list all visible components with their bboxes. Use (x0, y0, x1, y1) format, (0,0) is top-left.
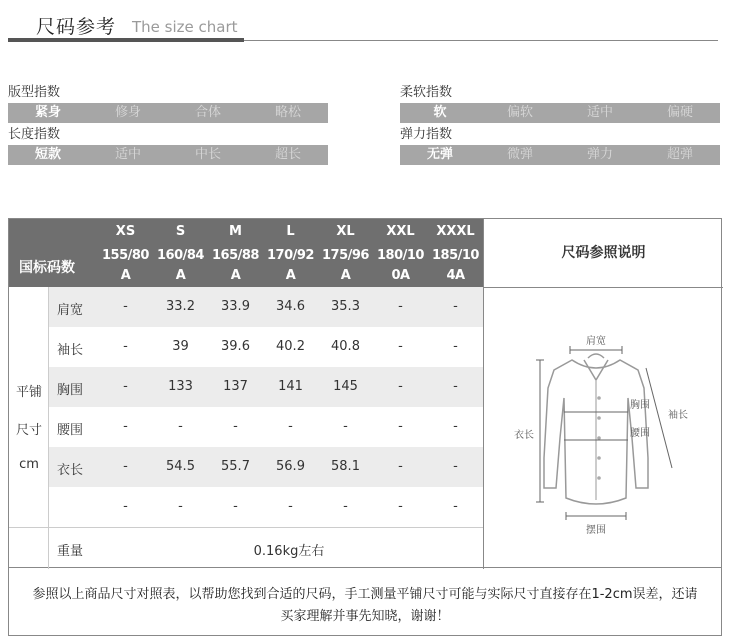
elasticity-index (400, 127, 720, 165)
table-cell: - (123, 339, 128, 354)
code-label: 国标码数 (19, 260, 75, 276)
table-cell: 54.5 (166, 459, 195, 474)
elasticity-option: 无弹 (426, 147, 453, 162)
table-cell: - (453, 339, 458, 354)
sleeve-label: 袖长 (668, 410, 688, 421)
size-code: 185/10 4A (432, 248, 479, 283)
table-cell: - (398, 379, 403, 394)
table-cell: - (398, 419, 403, 434)
disclaimer-line: 买家理解并事先知晓，谢谢！ (280, 609, 450, 624)
reference-title: 尺码参照说明 (483, 219, 723, 287)
length-option: 中长 (194, 147, 221, 162)
fit-index (8, 85, 328, 123)
group-label-line: cm (19, 457, 39, 472)
softness-index (400, 85, 720, 123)
length-index-scale (8, 145, 328, 165)
table-cell: - (123, 299, 128, 314)
table-cell: - (398, 299, 403, 314)
collar (584, 360, 608, 380)
shirt-diagram (484, 288, 724, 570)
section-title: 尺码参考 (36, 16, 117, 38)
group-label-line: 平铺 (15, 385, 42, 400)
length-option: 短款 (34, 147, 61, 162)
size-code: 165/88 A (212, 248, 259, 283)
table-cell: 39 (172, 339, 189, 354)
header-accent-bar (8, 38, 244, 42)
table-cell: 55.7 (221, 459, 250, 474)
length-option: 适中 (114, 147, 141, 162)
elasticity-option: 超弹 (666, 147, 693, 162)
size-disclaimer (8, 568, 722, 636)
length-index (8, 127, 328, 165)
table-cell: 145 (333, 379, 358, 394)
table-cell: - (453, 459, 458, 474)
length-index-title: 长度指数 (8, 127, 61, 142)
table-cell: 56.9 (276, 459, 305, 474)
size-xxl: XXL (386, 224, 415, 239)
table-row (49, 447, 483, 487)
size-code: 175/96 A (322, 248, 369, 283)
size-code: 160/84 A (157, 248, 204, 283)
hem-label: 摆围 (586, 525, 606, 536)
table-cell: 40.2 (276, 339, 305, 354)
size-l: L (286, 224, 295, 239)
size-code: 180/10 0A (377, 248, 424, 283)
table-cell: - (178, 419, 183, 434)
size-xs: XS (115, 224, 136, 239)
elasticity-index-scale (400, 145, 720, 165)
table-cell: - (398, 499, 403, 514)
table-cell: - (398, 339, 403, 354)
table-row (49, 487, 483, 527)
fit-option: 略松 (274, 105, 301, 120)
table-row (49, 287, 483, 327)
table-cell: - (233, 499, 238, 514)
table-row (49, 407, 483, 447)
section-subtitle: The size chart (132, 18, 238, 36)
row-label: 衣长 (57, 463, 84, 478)
table-cell: - (178, 499, 183, 514)
buttons (597, 396, 601, 480)
table-cell: 33.2 (166, 299, 195, 314)
table-cell: - (343, 499, 348, 514)
size-xxxl: XXXL (436, 224, 475, 239)
length-option: 超长 (274, 147, 301, 162)
elasticity-index-title: 弹力指数 (400, 127, 453, 142)
size-code: 155/80 A (102, 248, 149, 283)
table-cell: 141 (278, 379, 303, 394)
collar-back (588, 354, 604, 358)
shoulder-label: 肩宽 (586, 336, 606, 347)
fit-option: 紧身 (34, 105, 61, 120)
softness-index-scale (400, 103, 720, 123)
table-cell: - (453, 499, 458, 514)
disclaimer-line: 参照以上商品尺寸对照表，以帮助您找到合适的尺码，手工测量平铺尺寸可能与实际尺寸直接存在1-2cm误差，还请 (32, 587, 698, 602)
size-m: M (229, 224, 242, 239)
table-cell: - (453, 419, 458, 434)
softness-option: 偏软 (506, 105, 533, 120)
fit-option: 修身 (114, 105, 141, 120)
softness-index-title: 柔软指数 (400, 85, 453, 100)
size-table-header (9, 219, 483, 287)
table-cell: - (123, 499, 128, 514)
length-label: 衣长 (514, 430, 534, 441)
table-cell: 35.3 (331, 299, 360, 314)
weight-value: 0.16kg左右 (253, 544, 325, 559)
table-row (49, 327, 483, 367)
row-label: 腰围 (57, 423, 84, 438)
table-cell: - (123, 379, 128, 394)
table-cell: 33.9 (221, 299, 250, 314)
weight-row (9, 527, 483, 568)
table-cell: - (343, 419, 348, 434)
size-s: S (175, 224, 186, 239)
table-cell: - (288, 499, 293, 514)
fit-index-title: 版型指数 (8, 85, 61, 100)
table-cell: - (233, 419, 238, 434)
table-cell: 34.6 (276, 299, 305, 314)
table-cell: - (453, 299, 458, 314)
size-xl: XL (336, 224, 355, 239)
weight-label: 重量 (57, 544, 84, 559)
table-cell: 137 (223, 379, 248, 394)
softness-option: 适中 (586, 105, 613, 120)
row-label: 胸围 (57, 383, 84, 398)
table-cell: 58.1 (331, 459, 360, 474)
table-cell: 39.6 (221, 339, 250, 354)
elasticity-option: 弹力 (586, 147, 613, 162)
section-header (0, 0, 729, 48)
elasticity-option: 微弹 (506, 147, 533, 162)
waist-label: 腰围 (630, 428, 650, 439)
measurement-diagram-panel (483, 287, 723, 569)
group-label-line: 尺寸 (15, 423, 42, 438)
table-row (49, 367, 483, 407)
table-cell: - (123, 459, 128, 474)
softness-option: 偏硬 (666, 105, 693, 120)
softness-option: 软 (433, 105, 447, 120)
table-cell: 133 (168, 379, 193, 394)
size-code: 170/92 A (267, 248, 314, 283)
fit-option: 合体 (194, 105, 221, 120)
table-cell: - (123, 419, 128, 434)
table-cell: - (288, 419, 293, 434)
row-label: 袖长 (57, 343, 84, 358)
row-label: 肩宽 (57, 303, 84, 318)
chest-label: 胸围 (630, 400, 650, 411)
table-cell: - (398, 459, 403, 474)
fit-index-scale (8, 103, 328, 123)
table-cell: - (453, 379, 458, 394)
size-table (8, 218, 722, 568)
table-cell: 40.8 (331, 339, 360, 354)
